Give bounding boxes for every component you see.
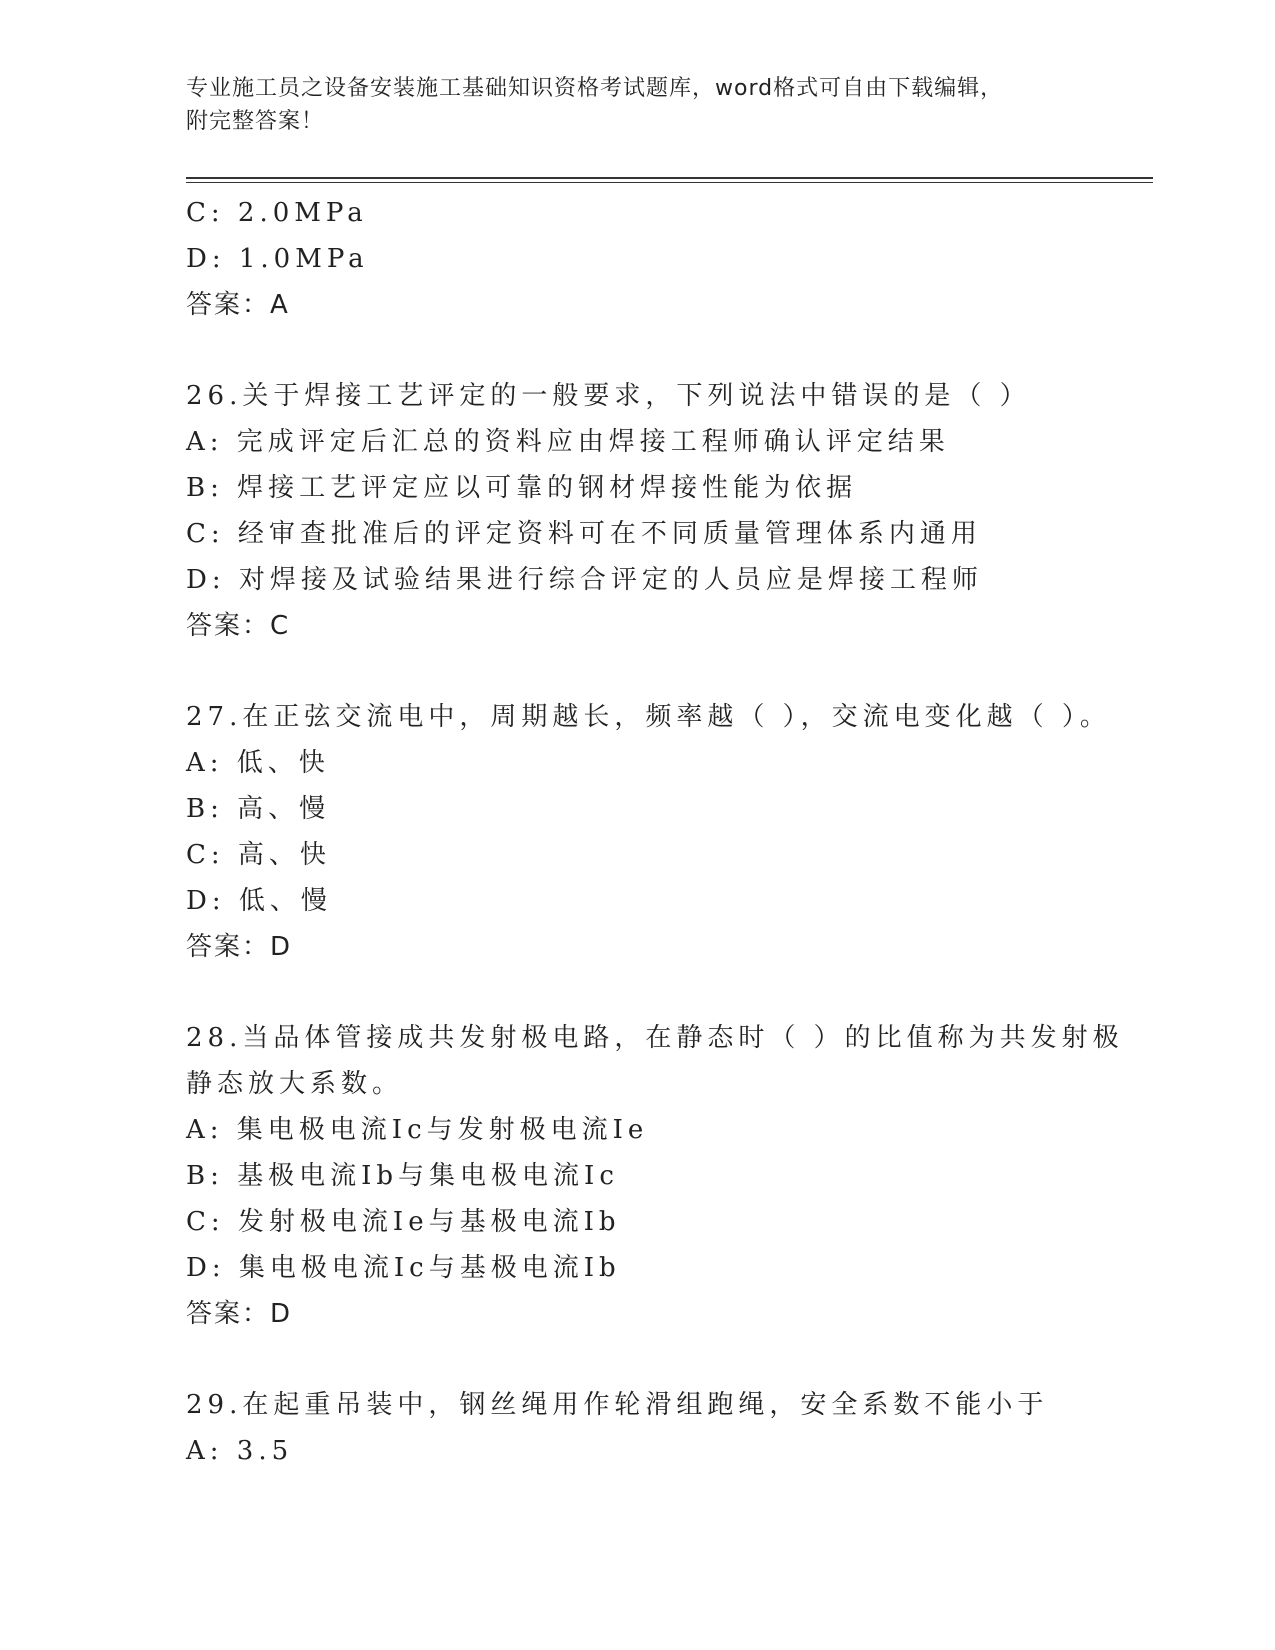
question-stem: 29.在起重吊装中，钢丝绳用作轮滑组跑绳，安全系数不能小于 (186, 1390, 1049, 1420)
option-c: C: 经审查批准后的评定资料可在不同质量管理体系内通用 (186, 519, 982, 549)
question-26 (186, 373, 1146, 649)
option-d: D: 对焊接及试验结果进行综合评定的人员应是焊接工程师 (186, 565, 983, 595)
option-d: D: 集电极电流Ic与基极电流Ib (186, 1253, 621, 1283)
option-d: D: 1.0MPa (186, 244, 369, 274)
question-stem: 26.关于焊接工艺评定的一般要求，下列说法中错误的是（ ） (186, 381, 1031, 411)
answer-line: 答案：D (186, 1299, 293, 1329)
option-d: D: 低、慢 (186, 886, 332, 916)
header-line-1: 专业施工员之设备安装施工基础知识资格考试题库，word格式可自由下载编辑， (186, 76, 1004, 101)
header-divider (186, 177, 1153, 179)
answer-line: 答案：D (186, 932, 293, 962)
question-27 (186, 694, 1146, 970)
option-a: A: 完成评定后汇总的资料应由焊接工程师确认评定结果 (186, 427, 950, 457)
question-stem-continued: 静态放大系数。 (186, 1069, 404, 1099)
header-divider-thin (186, 182, 1153, 183)
option-a: A: 3.5 (186, 1436, 294, 1466)
option-c: C: 2.0MPa (186, 198, 368, 228)
answer-line: 答案：C (186, 611, 291, 641)
question-28 (186, 1015, 1146, 1337)
option-b: B: 高、慢 (186, 794, 331, 824)
document-header (186, 72, 1146, 138)
question-stem: 27.在正弦交流电中，周期越长，频率越（ ），交流电变化越（ ）。 (186, 702, 1111, 732)
option-a: A: 低、快 (186, 748, 330, 778)
option-b: B: 基极电流Ib与集电极电流Ic (186, 1161, 619, 1191)
option-b: B: 焊接工艺评定应以可靠的钢材焊接性能为依据 (186, 473, 858, 503)
question-29 (186, 1382, 1146, 1474)
option-c: C: 高、快 (186, 840, 331, 870)
question-content (186, 190, 1146, 1474)
header-line-2: 附完整答案！ (186, 109, 325, 134)
option-c: C: 发射极电流Ie与基极电流Ib (186, 1207, 621, 1237)
option-a: A: 集电极电流Ic与发射极电流Ie (186, 1115, 649, 1145)
carryover-block (186, 190, 1146, 328)
answer-line: 答案：A (186, 290, 290, 320)
question-stem: 28.当品体管接成共发射极电路，在静态时（ ）的比值称为共发射极 (186, 1023, 1124, 1053)
